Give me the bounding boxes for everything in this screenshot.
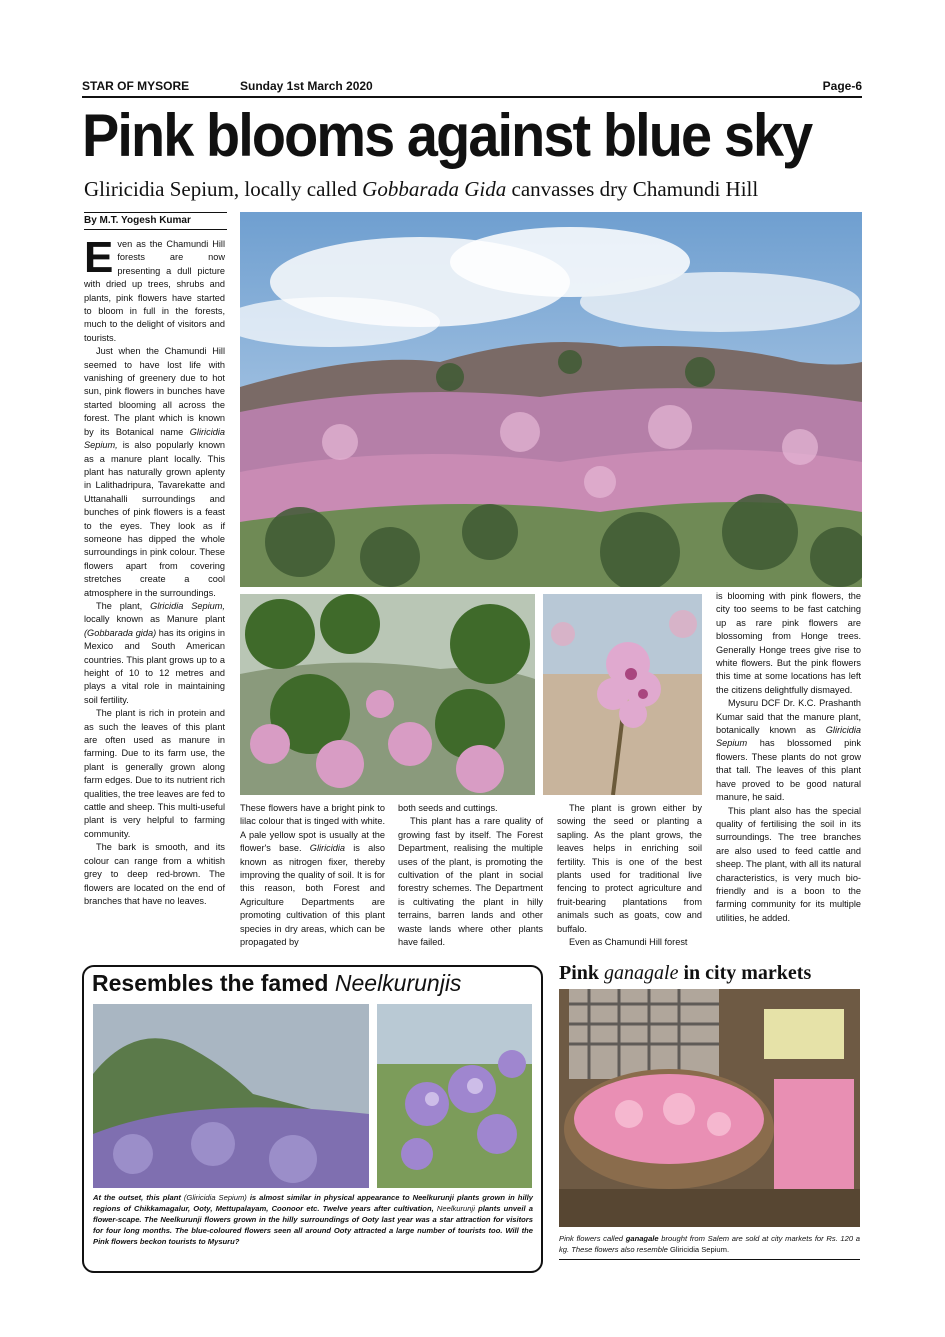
masthead	[82, 79, 862, 95]
dropcap: E	[84, 233, 114, 282]
caption-text: At the outset, this plant	[93, 1193, 184, 1202]
ganagale-heading	[559, 962, 811, 985]
page-number: Page-6	[822, 79, 862, 93]
paragraph: These flowers have a bright pink to lilac colour that is tinged with white. A pale yellow spot is usually at the flower's base.	[240, 803, 385, 854]
byline: By M.T. Yogesh Kumar	[84, 215, 191, 226]
caption-italic: Gliricidia Sepium.	[670, 1245, 730, 1254]
deck-text: Gliricidia Sepium, locally called	[84, 177, 363, 201]
deck	[84, 175, 864, 203]
box-heading-italic: ganagale	[604, 962, 679, 984]
paragraph: Even as Chamundi Hill forest	[569, 937, 688, 948]
hillside-photo	[240, 212, 862, 587]
flower-closeup-photo	[543, 594, 702, 795]
paragraph: locally known as Manure plant	[84, 614, 225, 625]
issue-date: Sunday 1st March 2020	[240, 79, 373, 93]
paragraph: is blooming with pink flowers, the city too seems to be fast catching up as rare pink flowers are blossoming from Honge trees. Generally Honge trees give rise to white flowers. But the pink flowers this time at some locations has left the citizens delightfully dismayed.	[716, 591, 861, 695]
ganagale-rule	[559, 1259, 860, 1260]
byline-rule-bottom	[84, 229, 227, 230]
paragraph: This plant also has the special quality of fertilising the soil in its surroundings. The tree branches are also used to feed cattle and sheep. The plant, with all its natural characteristics, is very much bio-friendly and is a boon to the farming community for its multiple utilities, he added.	[716, 805, 861, 923]
paragraph: both seeds and cuttings.	[398, 803, 498, 813]
byline-rule	[84, 212, 227, 213]
neelkurunji-caption	[93, 1192, 533, 1247]
botanical-name: Gliricidia	[309, 843, 346, 854]
article-column-3	[398, 802, 543, 949]
box-heading-italic: Neelkurunjis	[334, 970, 462, 996]
neelkurunji-closeup-photo	[377, 1004, 532, 1188]
paragraph: ven as the Chamundi Hill forests are now presenting a dull picture with dried up trees, shrubs and plants, pink flowers have started to bloom in full in the forests, much to the delight of visitors and tourists.	[84, 239, 225, 343]
paragraph: Just when the Chamundi Hill seemed to have lost life with vanishing of greenery due to hot sun, pink flowers in bunches have started blooming all across the forest. The plant which is known by its Botanical name	[84, 346, 225, 437]
caption-italic: (Gliricidia Sepium)	[183, 1193, 247, 1202]
deck-text-end: canvasses dry Chamundi Hill	[506, 177, 759, 201]
paragraph: The bark is smooth, and its colour can range from a whitish grey to deep red-brown. The flowers are located on the end of branches that have no leaves.	[84, 842, 225, 906]
caption-text: Pink flowers called	[559, 1234, 626, 1243]
article-column-5	[716, 590, 861, 925]
paragraph: The plant is rich in protein and as such the leaves of this plant are often used as manure in farming. Due to its farm use, the plant is generally grown along farm edges. Due to its nutrient rich qualities, the tree leaves are fed to cattle and sheep. This multi-useful plant is very helpful to farming community.	[84, 708, 225, 839]
article-column-1	[84, 233, 225, 908]
flowering-branches-photo	[240, 594, 535, 795]
paragraph: has blossomed pink flowers. These plants do not grow that tall. The leaves of this plant have proved to be good natural manure, he said.	[716, 738, 861, 803]
caption-text: plants unveil a flower-scape. The Neelkurunji flowers grown in the hilly surroundings of Ooty last year was a star attraction for visitors for four long months. The blue-coloured flowers seen all around Ooty attracted a large number of tourists too. Will the Pink flowers beckon tourists to Mysuru?	[93, 1204, 534, 1246]
botanical-name: Gliricidia Sepium	[716, 725, 861, 749]
article-column-4	[557, 802, 702, 949]
paragraph: This plant has a rare quality of growing fast by itself. The Forest Department, realising the multiple uses of the plant, is promoting the cultivation of the plant in social forestry schemes. The Department is cultivating the plant in hilly terrains, barren lands and other waste lands where other plants have failed.	[398, 816, 543, 948]
box-heading-text-end: in city markets	[678, 962, 812, 984]
paragraph: Mysuru DCF Dr. K.C. Prashanth Kumar said that the manure plant, botanically known as	[716, 698, 861, 736]
paragraph: The plant,	[96, 600, 151, 611]
botanical-name: Gliricidia Sepium,	[84, 426, 225, 451]
neelkurunji-hill-photo	[93, 1004, 369, 1188]
caption-text: brought from Salem are sold at city markets for Rs. 120 a kg. These flowers also resemble	[559, 1234, 860, 1254]
paper-name: STAR OF MYSORE	[82, 79, 190, 93]
caption-italic: ganagale	[625, 1234, 659, 1243]
botanical-name: Glricidia Sepium,	[150, 600, 225, 611]
paragraph: The plant is grown either by sowing the seed or planting a sapling. As the plant grows, the leaves helps in enriching soil fertility. This is one of the best plants used for traditional live fencing to protect agriculture and fruit-bearing plantations from animals such as goats, cow and buffalo.	[557, 803, 702, 934]
local-name: (Gobbarada gida)	[84, 627, 157, 638]
box-heading-text: Pink	[559, 962, 605, 984]
masthead-rule	[82, 96, 862, 98]
ganagale-market-photo	[559, 989, 860, 1227]
deck-italic: Gobbarada Gida	[362, 177, 507, 201]
caption-italic: Neelkurunji	[436, 1204, 475, 1213]
article-column-2	[240, 802, 385, 949]
headline: Pink blooms against blue sky	[82, 102, 812, 169]
paragraph: has its origins in Mexico and South American countries. This plant grows up to a height of 10 to 12 metres and plays a vital role in maintaining soil fertility.	[84, 627, 225, 705]
paragraph: is also popularly known as a manure plant locally. This plant has naturally grown aplenty in Lalithadripura, Tavarekatte and Uttanahalli surroundings and bunches of pink flowers is a feast to the eyes. They look as if someone has dipped the whole surroundings in pink colour. These flowers apart from covering stretches create a cool atmosphere in the surroundings.	[84, 440, 225, 598]
paragraph: is also known as nitrogen fixer, thereby improving the quality of soil. It is for this reason, both Forest and Agriculture Departments are promoting cultivation of this plant species in dry areas, which can be propagated by	[240, 843, 385, 948]
neelkurunji-heading	[92, 970, 461, 997]
ganagale-caption	[559, 1233, 860, 1255]
box-heading-text: Resembles the famed	[92, 970, 335, 996]
caption-text: is almost similar in physical appearance to Neelkurunji plants grown in hilly regions of Chikkamagalur, Ooty, Mettupalayam, Coonoor etc. Twelve years after cultivation,	[93, 1193, 534, 1213]
